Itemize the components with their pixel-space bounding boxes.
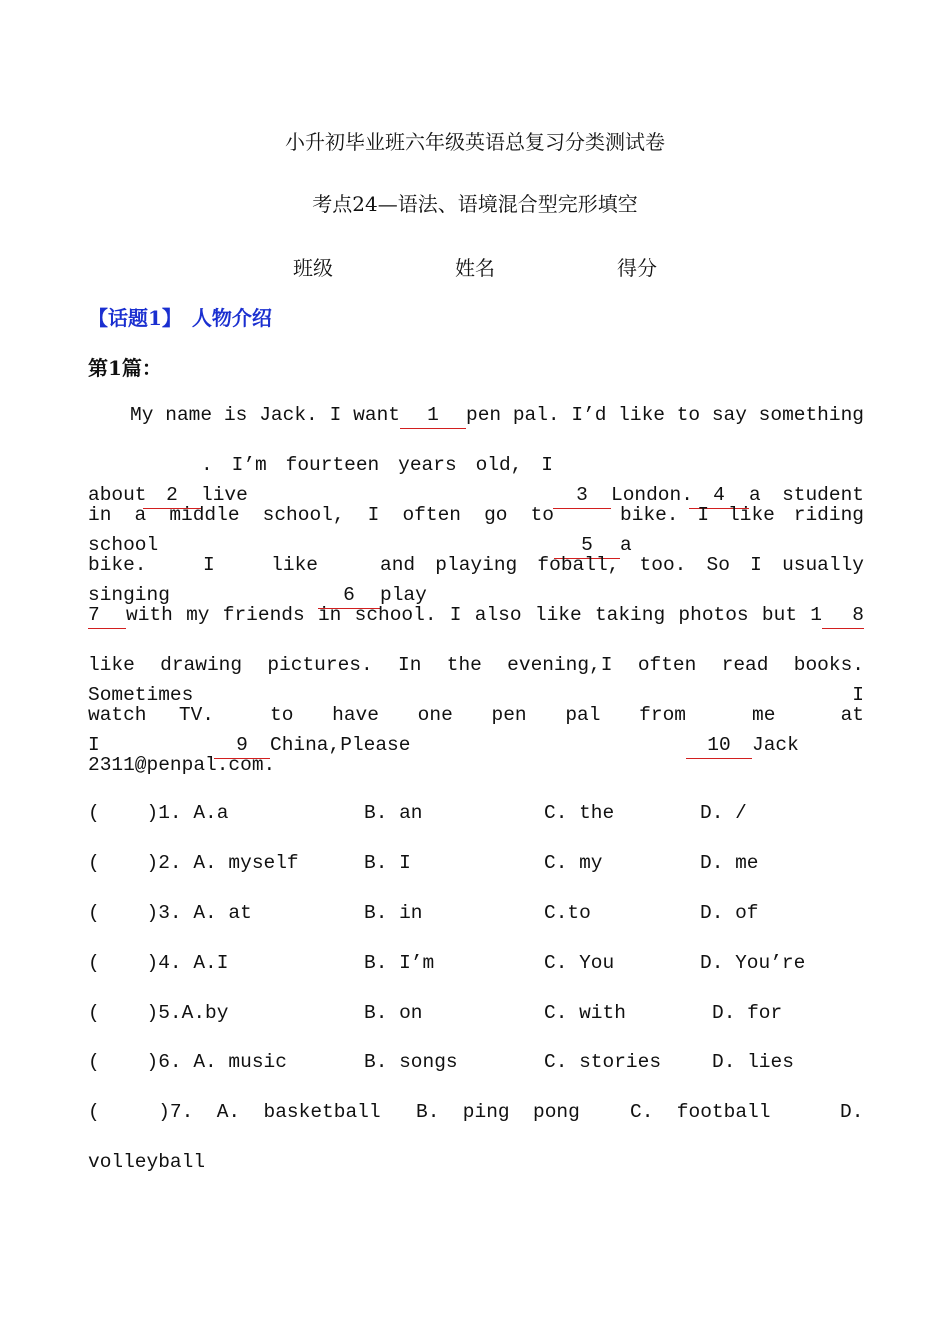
passage-line-8: 2311@penpal.com. xyxy=(88,754,276,776)
topic-heading xyxy=(88,302,272,331)
passage-text: and playing foball, too. So I usually play xyxy=(380,554,864,606)
passage-line-7 xyxy=(88,700,864,756)
blank-3: 3 xyxy=(553,482,611,509)
passage-text: with my friends in school. I also like taking photos but 1 xyxy=(126,604,822,626)
question-1-option-b: B. an xyxy=(364,802,423,824)
question-7-option-d-text: volleyball xyxy=(88,1151,206,1173)
student-info-fields xyxy=(0,252,950,281)
blank-8: 8 xyxy=(822,602,864,629)
question-3-option-c: C.to xyxy=(544,902,591,924)
question-1-option-d: D. / xyxy=(700,802,747,824)
blank-10: 10 xyxy=(686,732,752,759)
question-6-option-c: C. stories xyxy=(544,1051,662,1073)
passage-text: bike. I like singing xyxy=(88,554,318,606)
question-2-stem: ( )2. A. myself xyxy=(88,852,299,874)
passage-line-4 xyxy=(88,550,864,606)
question-3-stem: ( )3. A. at xyxy=(88,902,252,924)
passage-text: to have one pen pal from China,Please xyxy=(270,704,686,756)
question-1-option-c: C. the xyxy=(544,802,615,824)
score-field-label: 得分 xyxy=(617,256,657,280)
question-4-stem: ( )4. A.I xyxy=(88,952,229,974)
question-5-option-d: D. for xyxy=(712,1002,783,1024)
question-7-stem: ( )7. A. basketball xyxy=(88,1101,381,1123)
blank-4: 4 xyxy=(689,482,749,509)
passage-text: London. xyxy=(611,484,693,506)
question-2-option-c: C. my xyxy=(544,852,603,874)
passage-line-3 xyxy=(88,500,864,556)
question-2-option-b: B. I xyxy=(364,852,411,874)
question-1-stem: ( )1. A.a xyxy=(88,802,229,824)
question-6-stem: ( )6. A. music xyxy=(88,1051,287,1073)
question-3-option-b: B. in xyxy=(364,902,423,924)
name-field-label: 姓名 xyxy=(455,256,495,280)
question-7-option-d: D. xyxy=(840,1101,864,1123)
question-3-option-d: D. of xyxy=(700,902,759,924)
question-5-option-c: C. with xyxy=(544,1002,626,1024)
blank-5: 5 xyxy=(554,532,620,559)
question-5-option-b: B. on xyxy=(364,1002,423,1024)
blank-2: 2 xyxy=(143,482,201,509)
passage-text: . I’m fourteen years old, I live xyxy=(201,454,553,506)
passage-text: in a middle school, I often go to school xyxy=(88,504,554,556)
question-2-option-d: D. me xyxy=(700,852,759,874)
question-7-option-c: C. football xyxy=(630,1101,771,1123)
question-6-option-b: B. songs xyxy=(364,1051,458,1073)
question-6-option-d: D. lies xyxy=(712,1051,794,1073)
blank-1: 1 xyxy=(400,402,466,429)
question-4-option-b: B. I’m xyxy=(364,952,435,974)
page-subtitle: 考点24—语法、语境混合型完形填空 xyxy=(312,192,638,216)
page-title: 小升初毕业班六年级英语总复习分类测试卷 xyxy=(285,130,665,154)
passage-text: My name is Jack. I want xyxy=(130,404,400,426)
passage-line-1 xyxy=(130,400,864,430)
question-4-option-c: C. You xyxy=(544,952,615,974)
passage-text: pen pal. I’d like to say something xyxy=(466,404,864,426)
passage-text: me at Jack xyxy=(752,704,864,756)
topic-label: 【话题1】 xyxy=(88,306,182,330)
question-4-option-d: D. You’re xyxy=(700,952,806,974)
passage-text: bike. I like riding a xyxy=(620,504,864,556)
class-field-label: 班级 xyxy=(293,256,333,280)
passage-line-5 xyxy=(88,600,864,630)
passage-number: 第1篇： xyxy=(88,356,162,380)
blank-7: 7 xyxy=(88,602,126,629)
passage-text: about xyxy=(88,484,147,506)
passage-text: watch TV. I xyxy=(88,704,214,756)
question-5-stem: ( )5.A.by xyxy=(88,1002,229,1024)
passage-line-2 xyxy=(88,450,864,506)
blank-6: 6 xyxy=(318,582,380,609)
topic-name: 人物介绍 xyxy=(191,306,272,330)
question-7-option-b: B. ping pong xyxy=(416,1101,580,1123)
passage-text: a student xyxy=(749,484,864,506)
blank-9: 9 xyxy=(214,732,270,759)
passage-line-6: like drawing pictures. In the evening,I often read books. Sometimes I xyxy=(88,654,864,706)
